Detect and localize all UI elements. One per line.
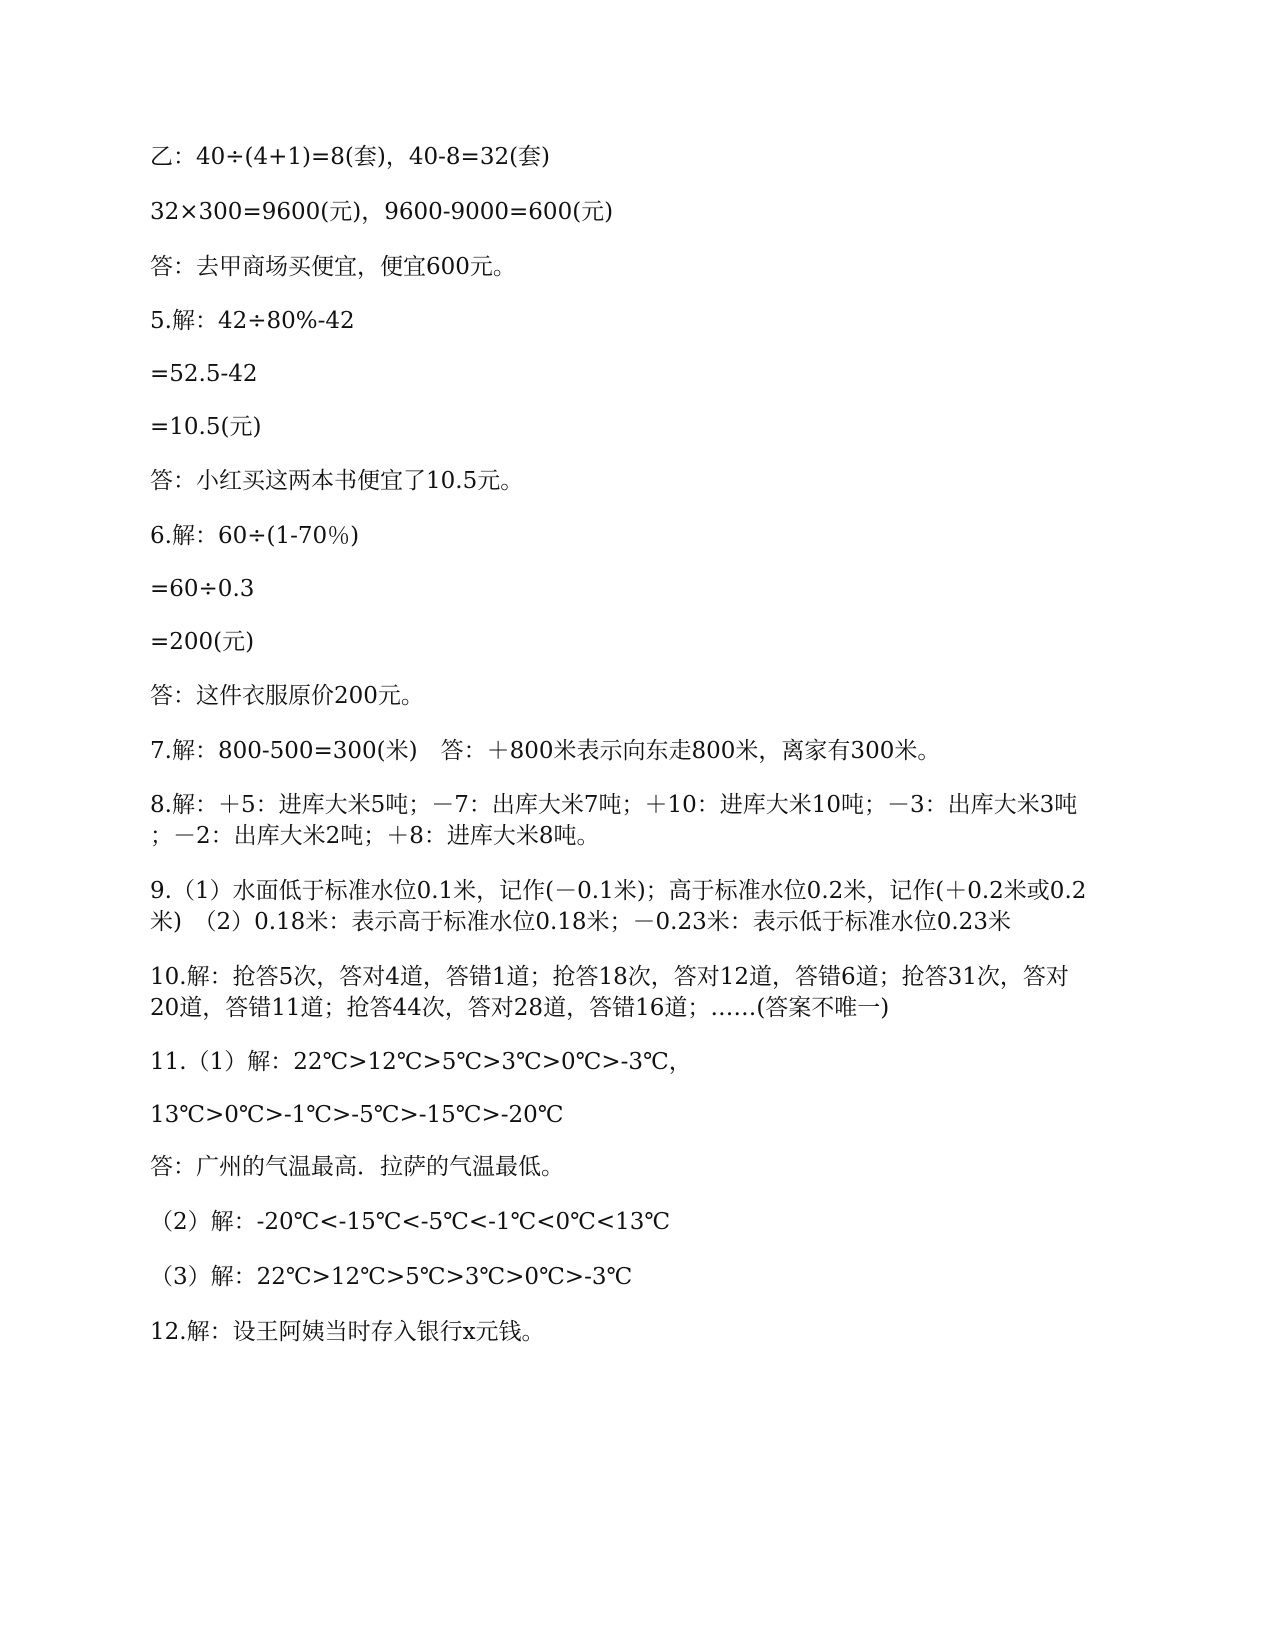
q11-part3-solution: （3）解：22℃>12℃>5℃>3℃>0℃>-3℃: [150, 1264, 633, 1290]
q6-answer: 答：这件衣服原价200元。: [150, 683, 424, 709]
q11-part1-answer: 答：广州的气温最高．拉萨的气温最低。: [150, 1154, 564, 1180]
answer-line-calc: 32×300=9600(元)，9600-9000=600(元): [150, 199, 614, 225]
q6-solution: 6.解：60÷(1-70％): [150, 523, 360, 549]
q10-line-2: 20道，答错11道；抢答44次，答对28道，答错16道；……(答案不唯一): [150, 995, 890, 1021]
q6-step-1: =60÷0.3: [150, 576, 255, 602]
answer-line-conclusion-4: 答：去甲商场买便宜，便宜600元。: [150, 254, 516, 280]
q7-solution: 7.解：800-500=300(米) 答：＋800米表示向东走800米，离家有300米。: [150, 738, 941, 764]
q11-part1-solution: 11.（1）解：22℃>12℃>5℃>3℃>0℃>-3℃，: [150, 1049, 692, 1075]
q9-solution: [150, 876, 1140, 938]
q5-solution: 5.解：42÷80%-42: [150, 308, 355, 334]
q6-step-2: =200(元): [150, 629, 255, 655]
q10-solution: [150, 962, 1140, 1024]
q12-solution: 12.解：设王阿姨当时存入银行x元钱。: [150, 1319, 545, 1345]
q8-solution: [150, 790, 1140, 852]
q9-line-1: 9.（1）水面低于标准水位0.1米，记作(－0.1米)；高于标准水位0.2米，记作(＋0.2米或0.2: [150, 878, 1087, 904]
q11-part2-solution: （2）解：-20℃<-15℃<-5℃<-1℃<0℃<13℃: [150, 1209, 671, 1235]
q11-part1-order: 13℃>0℃>-1℃>-5℃>-15℃>-20℃: [150, 1102, 564, 1128]
q10-line-1: 10.解：抢答5次，答对4道，答错1道；抢答18次，答对12道，答错6道；抢答31次，答对: [150, 964, 1069, 990]
q5-step-2: =10.5(元): [150, 414, 262, 440]
q5-step-1: =52.5-42: [150, 361, 258, 387]
q8-line-2: ；－2：出库大米2吨；＋8：进库大米8吨。: [150, 823, 600, 849]
answer-line-yi: 乙：40÷(4+1)=8(套)，40-8=32(套): [150, 144, 551, 170]
q5-answer: 答：小红买这两本书便宜了10.5元。: [150, 468, 524, 494]
q9-line-2: 米) （2）0.18米：表示高于标准水位0.18米；－0.23米：表示低于标准水位0.23米: [150, 909, 1011, 935]
q8-line-1: 8.解：＋5：进库大米5吨；－7：出库大米7吨；＋10：进库大米10吨；－3：出库大米3吨: [150, 792, 1078, 818]
